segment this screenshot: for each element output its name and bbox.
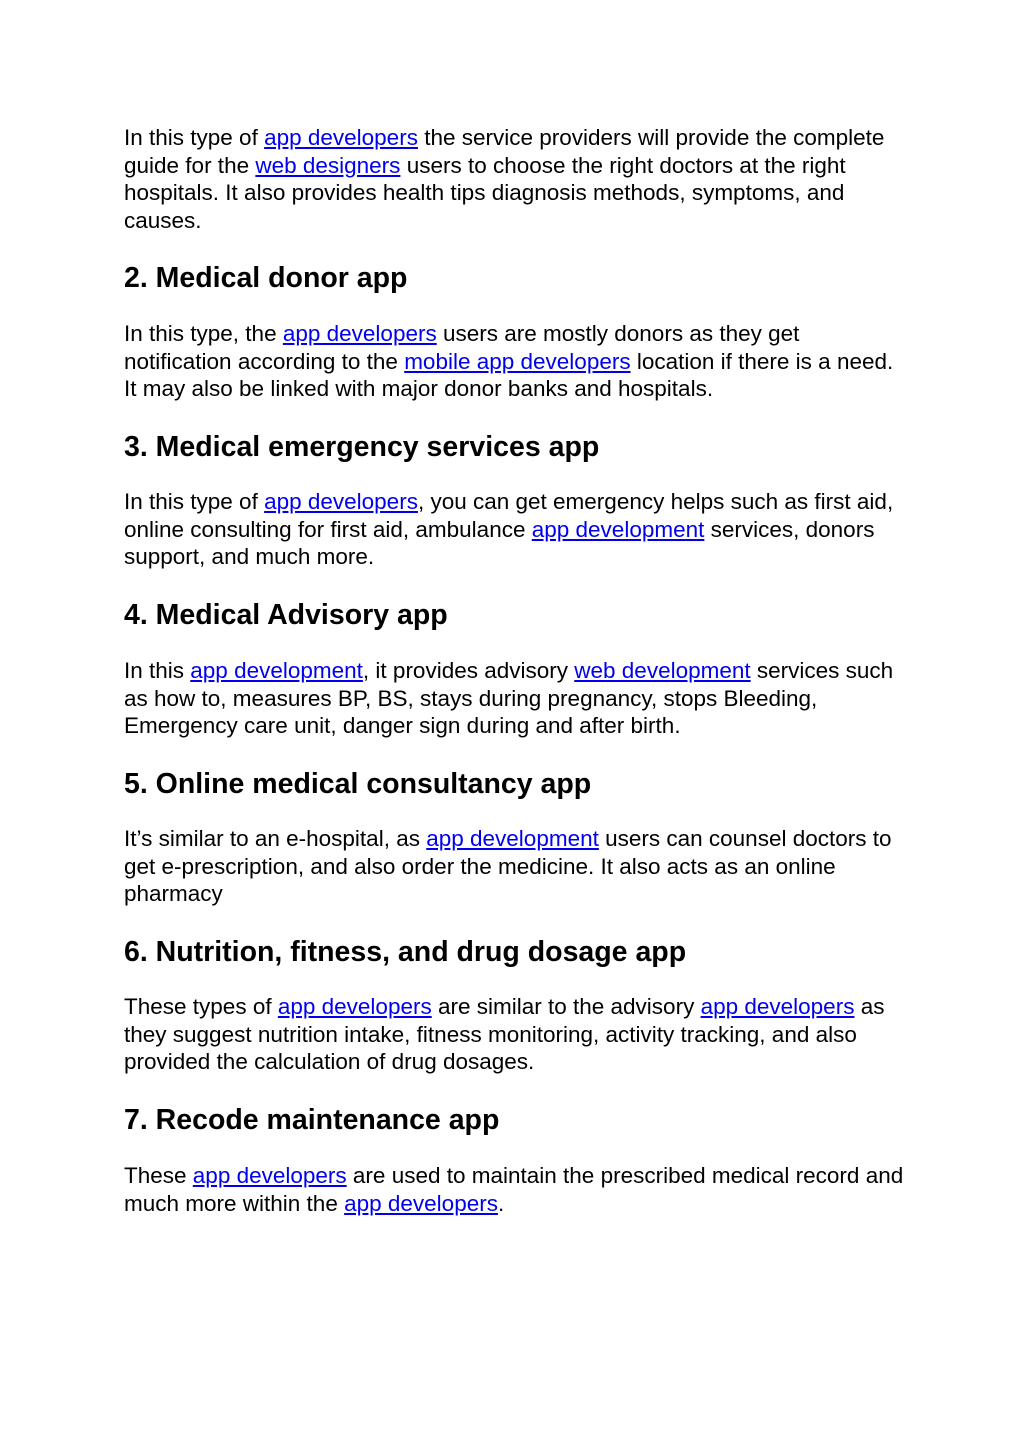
text-span: These types of xyxy=(124,994,278,1019)
text-span: are used to maintain the prescribed medical record and much more within the xyxy=(124,1163,904,1216)
link-app-developers[interactable]: app developers xyxy=(282,321,437,346)
section-paragraph-online-consultancy xyxy=(124,825,904,908)
link-app-developers[interactable]: app developers xyxy=(344,1190,498,1216)
section-paragraph-recode-maintenance xyxy=(124,1162,904,1217)
text-span: users to choose the right doctors at the right hospitals. It also provides health tips diagnosis methods, symptoms, and causes. xyxy=(124,152,846,233)
text-span: are similar to the advisory xyxy=(431,994,701,1019)
text-span: , you can get emergency helps such as first aid, online consulting for first aid, ambulance xyxy=(124,489,894,542)
text-span: In this type, the xyxy=(124,321,283,346)
link-mobile-app-developers[interactable]: mobile app developers xyxy=(404,348,631,374)
text-span: location if there is a need. It may also be linked with major donor banks and hospitals. xyxy=(124,348,894,401)
text-span: These xyxy=(124,1163,193,1188)
section-heading-medical-emergency: 3. Medical emergency services app xyxy=(124,431,600,463)
text-span: services, donors support, and much more. xyxy=(124,516,875,569)
section-paragraph-medical-donor xyxy=(124,320,904,403)
link-app-development[interactable]: app development xyxy=(190,658,363,683)
text-span: users can counsel doctors to get e-prescription, and also order the medicine. It also acts as an online pharmacy xyxy=(124,826,892,906)
link-app-developers[interactable]: app developers xyxy=(264,489,418,514)
section-paragraph-medical-advisory xyxy=(124,657,904,740)
link-web-development[interactable]: web development xyxy=(574,658,751,683)
text-span: It’s similar to an e-hospital, as xyxy=(124,826,427,851)
link-app-developers[interactable]: app developers xyxy=(192,1163,347,1188)
link-app-developers[interactable]: app developers xyxy=(277,994,432,1019)
text-span: services such as how to, measures BP, BS, stays during pregnancy, stops Bleeding, Emergency care unit, danger sign during and after birth. xyxy=(124,658,894,738)
text-span: In this type of xyxy=(124,125,265,150)
link-app-development[interactable]: app development xyxy=(531,516,705,542)
section-paragraph-medical-emergency xyxy=(124,488,904,571)
text-span: as they suggest nutrition intake, fitness monitoring, activity tracking, and also provided the calculation of drug dosages. xyxy=(124,994,885,1074)
link-web-designers[interactable]: web designers xyxy=(255,152,401,178)
intro-paragraph xyxy=(124,124,904,234)
text-span: . xyxy=(497,1190,505,1216)
section-heading-medical-advisory: 4. Medical Advisory app xyxy=(124,599,448,631)
text-span: the service providers will provide the complete guide for the xyxy=(124,125,885,178)
section-paragraph-nutrition-fitness xyxy=(124,993,904,1076)
link-app-developers[interactable]: app developers xyxy=(700,994,855,1019)
section-heading-nutrition-fitness: 6. Nutrition, fitness, and drug dosage app xyxy=(124,936,687,968)
section-heading-recode-maintenance: 7. Recode maintenance app xyxy=(124,1104,500,1136)
link-app-development[interactable]: app development xyxy=(426,826,599,851)
text-span: , it provides advisory xyxy=(362,658,575,683)
text-span: In this xyxy=(124,658,191,683)
section-heading-medical-donor: 2. Medical donor app xyxy=(124,262,408,294)
section-heading-online-consultancy: 5. Online medical consultancy app xyxy=(124,768,592,800)
text-span: In this type of xyxy=(124,489,265,514)
link-app-developers[interactable]: app developers xyxy=(264,125,418,150)
text-span: users are mostly donors as they get notification according to the xyxy=(124,321,800,374)
